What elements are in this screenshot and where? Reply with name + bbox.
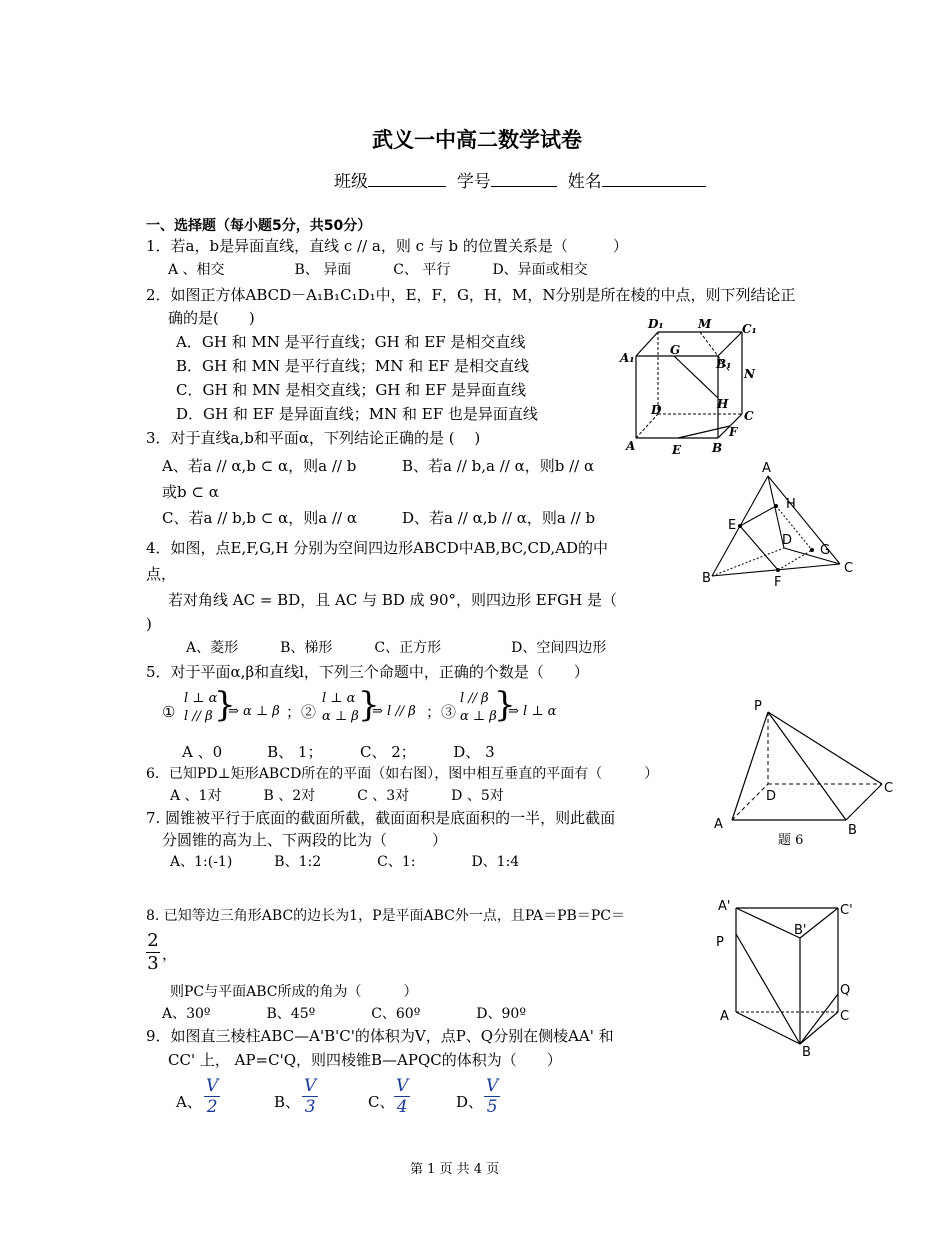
q4-stem-close: ) xyxy=(146,615,152,633)
name-label: 姓名 xyxy=(567,172,602,192)
base-edge-bc xyxy=(846,784,882,820)
pyramid-edge-pb xyxy=(768,712,846,820)
tetra-label-b: B xyxy=(702,571,711,586)
q9-d-den: 5 xyxy=(486,1097,498,1117)
cube-label-b1: B₁ xyxy=(716,357,732,371)
cube-label-f: F xyxy=(729,425,738,439)
tetra-label-f: F xyxy=(774,575,782,590)
q3-option-d: D、若a // α,b // α，则a // b xyxy=(402,509,596,527)
q8-fraction xyxy=(146,930,160,975)
q8-stem: 8. 已知等边三角形ABC的边长为1，P是平面ABC外一点，且PA＝PB＝PC＝ xyxy=(146,908,625,924)
q9-a-den: 2 xyxy=(206,1097,218,1117)
page-title: 武义一中高二数学试卷 xyxy=(372,127,582,152)
q8-frac-den: 3 xyxy=(147,953,159,974)
q9-option-c-frac xyxy=(394,1076,410,1117)
quad-edge-ef xyxy=(740,526,778,570)
q9-a-num: V xyxy=(206,1076,219,1096)
q4-stem-condition: 若对角线 AC = BD，且 AC 与 BD 成 90°，则四边形 EFGH 是（ xyxy=(168,591,617,609)
prism-label-a: A xyxy=(720,1009,729,1024)
q2-stem-cont: 确的是( ) xyxy=(168,309,255,327)
q5-label-2: ；② xyxy=(286,703,317,721)
tetra-label-e: E xyxy=(728,518,737,533)
pyramid-label-b: B xyxy=(848,823,857,838)
q5-conclusion-1: ⇒ α ⊥ β xyxy=(228,704,280,719)
q5-system-2 xyxy=(322,690,359,726)
pyramid-edge-pa xyxy=(732,712,768,820)
q3-option-c: C、若a // b,b ⊂ α，则a // α xyxy=(162,509,357,527)
cube-label-e: E xyxy=(672,443,682,457)
tetra-label-a: A xyxy=(762,461,771,476)
tetra-label-g: G xyxy=(820,543,831,558)
q5-s3-line1: l // β xyxy=(460,691,489,706)
cube-label-g: G xyxy=(670,343,681,357)
q3-stem: 3．对于直线a,b和平面α，下列结论正确的是 ( ) xyxy=(146,429,481,447)
student-info-line xyxy=(334,170,706,192)
cube-label-h: H xyxy=(717,397,729,411)
q4-stem-cont: 点， xyxy=(146,565,177,583)
q6-options: A 、1对 B 、2对 C 、3对 D 、5对 xyxy=(170,788,504,804)
q9-d-num: V xyxy=(486,1076,499,1096)
cube-label-d: D xyxy=(651,403,662,417)
q4-stem: 4．如图，点E,F,G,H 分别为空间四边形ABCD中AB,BC,CD,AD的中 xyxy=(146,539,609,557)
prism-edge-a1b1 xyxy=(736,908,800,938)
section-heading: 一、选择题（每小题5分，共50分） xyxy=(146,218,372,234)
q2-stem: 2．如图正方体ABCD－A₁B₁C₁D₁中，E，F，G，H，M，N分别是所在棱的中点，则下列结论正 xyxy=(146,286,796,304)
q1-options: A 、相交 B、 异面 C、 平行 D、异面或相交 xyxy=(168,262,588,278)
page-footer: 第 1 页 共 4 页 xyxy=(410,1162,500,1177)
q5-brace-2: } xyxy=(358,685,380,725)
prism-label-b1: B' xyxy=(794,923,807,938)
id-label: 学号 xyxy=(456,172,491,192)
prism-label-c: C xyxy=(840,1009,850,1024)
prism-label-b: B xyxy=(802,1045,811,1060)
q5-brace-1: } xyxy=(214,685,236,725)
point-g xyxy=(810,548,814,552)
q9-option-b-frac xyxy=(302,1076,318,1117)
cube-label-c: C xyxy=(744,409,754,423)
q5-options: A 、0 B、 1； C、 2； D、 3 xyxy=(182,743,495,761)
class-blank[interactable] xyxy=(368,170,446,187)
q5-s1-line2: l // β xyxy=(184,709,213,724)
pyramid-figure xyxy=(708,692,904,856)
q7-stem-cont: 分圆锥的高为上、下两段的比为（ ） xyxy=(162,831,448,849)
q8-options: A、30º B、45º C、60º D、90º xyxy=(162,1006,526,1022)
q1-stem: 1．若a，b是异面直线，直线 c // a，则 c 与 b 的位置关系是（ ） xyxy=(146,237,628,255)
prism-edge-cb xyxy=(800,1012,838,1044)
id-blank[interactable] xyxy=(491,170,557,187)
q8-stem-cont: 则PC与平面ABC所成的角为（ ） xyxy=(170,984,418,1000)
cube-label-a1: A₁ xyxy=(620,351,635,365)
q5-s2-line2: α ⊥ β xyxy=(322,709,359,724)
tetra-label-h: H xyxy=(786,497,796,512)
q9-option-d-label: D、 xyxy=(456,1093,484,1111)
pyramid-caption: 题 6 xyxy=(778,833,804,848)
pyramid-label-a: A xyxy=(714,817,723,832)
cube-edge xyxy=(718,332,742,356)
prism-label-c1: C' xyxy=(840,903,853,918)
q5-s1-line1: l ⊥ α xyxy=(184,691,218,706)
q9-option-c-label: C、 xyxy=(368,1093,395,1111)
pyramid-label-p: P xyxy=(754,699,762,714)
q5-brace-3: } xyxy=(494,685,516,725)
segment-gh xyxy=(674,356,718,398)
q3-option-b-cont: 或b ⊂ α xyxy=(162,483,219,501)
cube-edge xyxy=(636,332,658,356)
cube-figure xyxy=(618,316,768,460)
q8-comma: ， xyxy=(162,945,178,963)
tetrahedron-figure xyxy=(698,458,860,592)
segment-qb xyxy=(800,994,838,1044)
q7-stem: 7. 圆锥被平行于底面的截面所截，截面面积是底面积的一半，则此截面 xyxy=(146,809,616,827)
pyramid-label-c: C xyxy=(884,781,894,796)
q9-c-num: V xyxy=(396,1076,409,1096)
tetra-edge-bd xyxy=(712,548,784,576)
q3-option-a: A、若a // α,b ⊂ α，则a // b xyxy=(162,457,357,475)
q9-stem-cont: CC' 上， AP=C'Q，则四棱锥B—APQC的体积为（ ） xyxy=(168,1051,562,1069)
name-blank[interactable] xyxy=(602,170,706,187)
q9-option-b-label: B、 xyxy=(274,1093,301,1111)
q5-s2-line1: l ⊥ α xyxy=(322,691,356,706)
q2-option-b: B．GH 和 MN 是平行直线；MN 和 EF 是相交直线 xyxy=(176,357,530,375)
pyramid-edge-pc xyxy=(768,712,882,784)
q9-b-num: V xyxy=(304,1076,317,1096)
cube-label-m: M xyxy=(698,317,712,331)
q5-s3-line2: α ⊥ β xyxy=(460,709,497,724)
point-e xyxy=(738,524,742,528)
q5-label-3: ；③ xyxy=(426,703,457,721)
point-f xyxy=(776,568,780,572)
q5-stem: 5．对于平面α,β和直线l，下列三个命题中，正确的个数是（ ） xyxy=(146,663,589,681)
q2-option-c: C．GH 和 MN 是相交直线；GH 和 EF 是异面直线 xyxy=(176,381,527,399)
q9-b-den: 3 xyxy=(304,1097,316,1117)
q9-option-a-frac xyxy=(204,1076,220,1117)
cube-label-c1: C₁ xyxy=(742,322,757,336)
prism-label-p: P xyxy=(716,935,724,950)
q9-option-a-label: A、 xyxy=(176,1093,202,1111)
q2-option-d: D．GH 和 EF 是异面直线；MN 和 EF 也是异面直线 xyxy=(176,405,538,423)
tetra-label-d: D xyxy=(782,533,793,548)
tetra-label-c: C xyxy=(844,561,854,576)
q6-stem: 6．已知PD⊥矩形ABCD所在的平面（如右图），图中相互垂直的平面有（ ） xyxy=(146,766,659,782)
q5-label-1: ① xyxy=(162,703,176,721)
prism-label-q: Q xyxy=(840,983,851,998)
cube-hidden-edge xyxy=(636,414,658,438)
q5-system-1 xyxy=(184,690,217,726)
class-label: 班级 xyxy=(334,172,368,192)
q9-c-den: 4 xyxy=(396,1097,408,1117)
pyramid-label-d: D xyxy=(766,789,777,804)
q5-conclusion-3: ⇒ l ⊥ α xyxy=(508,704,557,719)
cube-label-n: N xyxy=(744,367,755,381)
prism-label-a1: A' xyxy=(718,899,731,914)
q2-option-a: A．GH 和 MN 是平行直线；GH 和 EF 是相交直线 xyxy=(176,333,526,351)
q5-system-3 xyxy=(460,690,497,726)
prism-figure xyxy=(712,894,866,1064)
q7-options: A、1:(-1) B、1:2 C、1: D、1:4 xyxy=(170,854,520,870)
q3-option-b: B、若a // b,a // α，则b // α xyxy=(402,457,595,475)
q8-frac-num: 2 xyxy=(147,930,159,951)
q9-option-d-frac xyxy=(484,1076,500,1117)
q9-stem: 9．如图直三棱柱ABC—A'B'C'的体积为V，点P、Q分别在侧棱AA' 和 xyxy=(146,1027,614,1045)
cube-label-a: A xyxy=(626,439,636,453)
q4-options: A、菱形 B、梯形 C、正方形 D、空间四边形 xyxy=(186,640,607,656)
segment-ef xyxy=(678,426,730,438)
cube-label-d1: D₁ xyxy=(648,317,664,331)
cube-label-b: B xyxy=(712,441,723,455)
q5-conclusion-2: ⇒ l // β xyxy=(372,704,416,719)
point-h xyxy=(774,504,778,508)
